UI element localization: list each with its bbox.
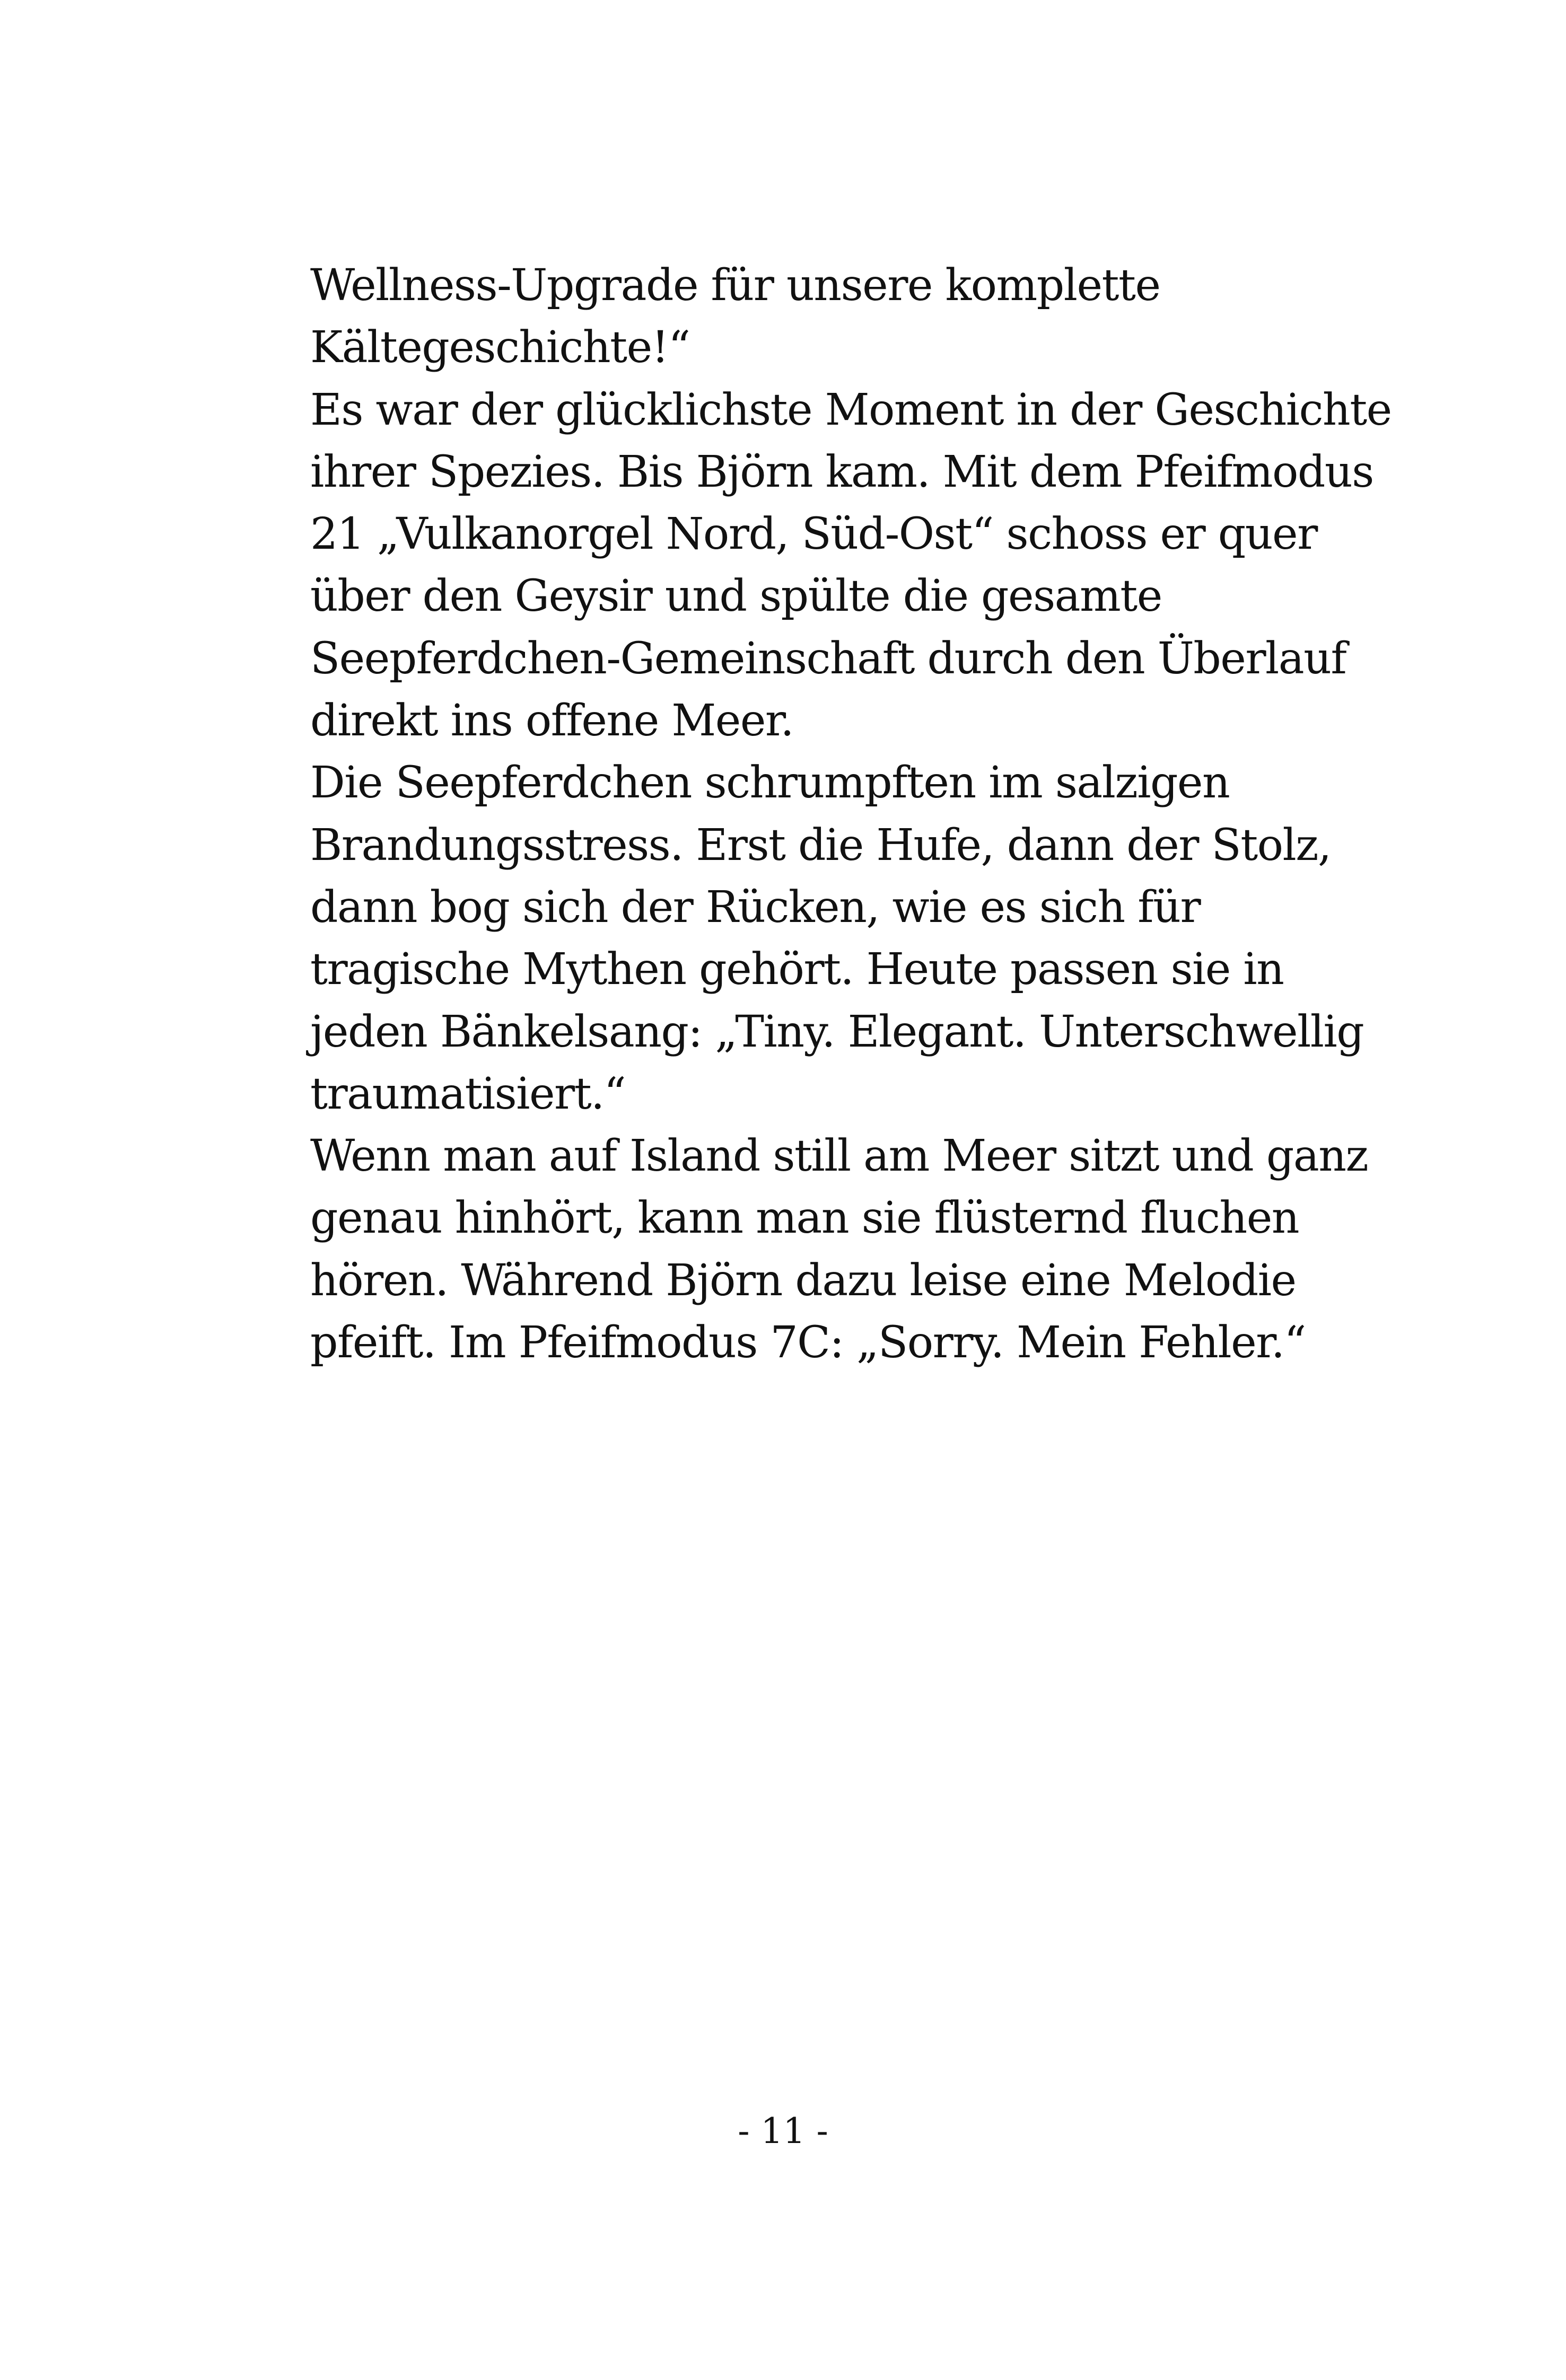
text-line: ihrer Spezies. Bis Björn kam. Mit dem Pfeifmodus: [310, 446, 1373, 497]
text-line: Brandungsstress. Erst die Hufe, dann der Stolz,: [310, 820, 1331, 871]
text-line: hören. Während Björn dazu leise eine Melodie: [310, 1255, 1296, 1306]
text-line: jeden Bänkelsang: „Tiny. Elegant. Unterschwellig: [310, 1006, 1364, 1057]
text-line: Kältegeschichte!“: [310, 322, 690, 373]
text-line: Die Seepferdchen schrumpften im salzigen: [310, 758, 1230, 809]
body-text: [310, 254, 1392, 1374]
text-line: direkt ins offene Meer.: [310, 696, 794, 747]
text-line: Wenn man auf Island still am Meer sitzt und ganz: [310, 1131, 1368, 1182]
text-line: traumatisiert.“: [310, 1068, 626, 1119]
text-line: genau hinhört, kann man sie flüsternd fluchen: [310, 1193, 1299, 1244]
page-number: - 11 -: [738, 2111, 828, 2151]
text-line: dann bog sich der Rücken, wie es sich für: [310, 882, 1201, 933]
text-line: 21 „Vulkanorgel Nord, Süd-Ost“ schoss er quer: [310, 509, 1317, 560]
text-line: Seepferdchen-Gemeinschaft durch den Überlauf: [310, 633, 1346, 684]
text-line: tragische Mythen gehört. Heute passen sie in: [310, 944, 1284, 995]
text-line: über den Geysir und spülte die gesamte: [310, 571, 1162, 622]
text-line: Wellness-Upgrade für unsere komplette: [310, 260, 1160, 311]
text-line: pfeift. Im Pfeifmodus 7C: „Sorry. Mein Fehler.“: [310, 1318, 1306, 1368]
text-line: Es war der glücklichste Moment in der Geschichte: [310, 384, 1392, 435]
